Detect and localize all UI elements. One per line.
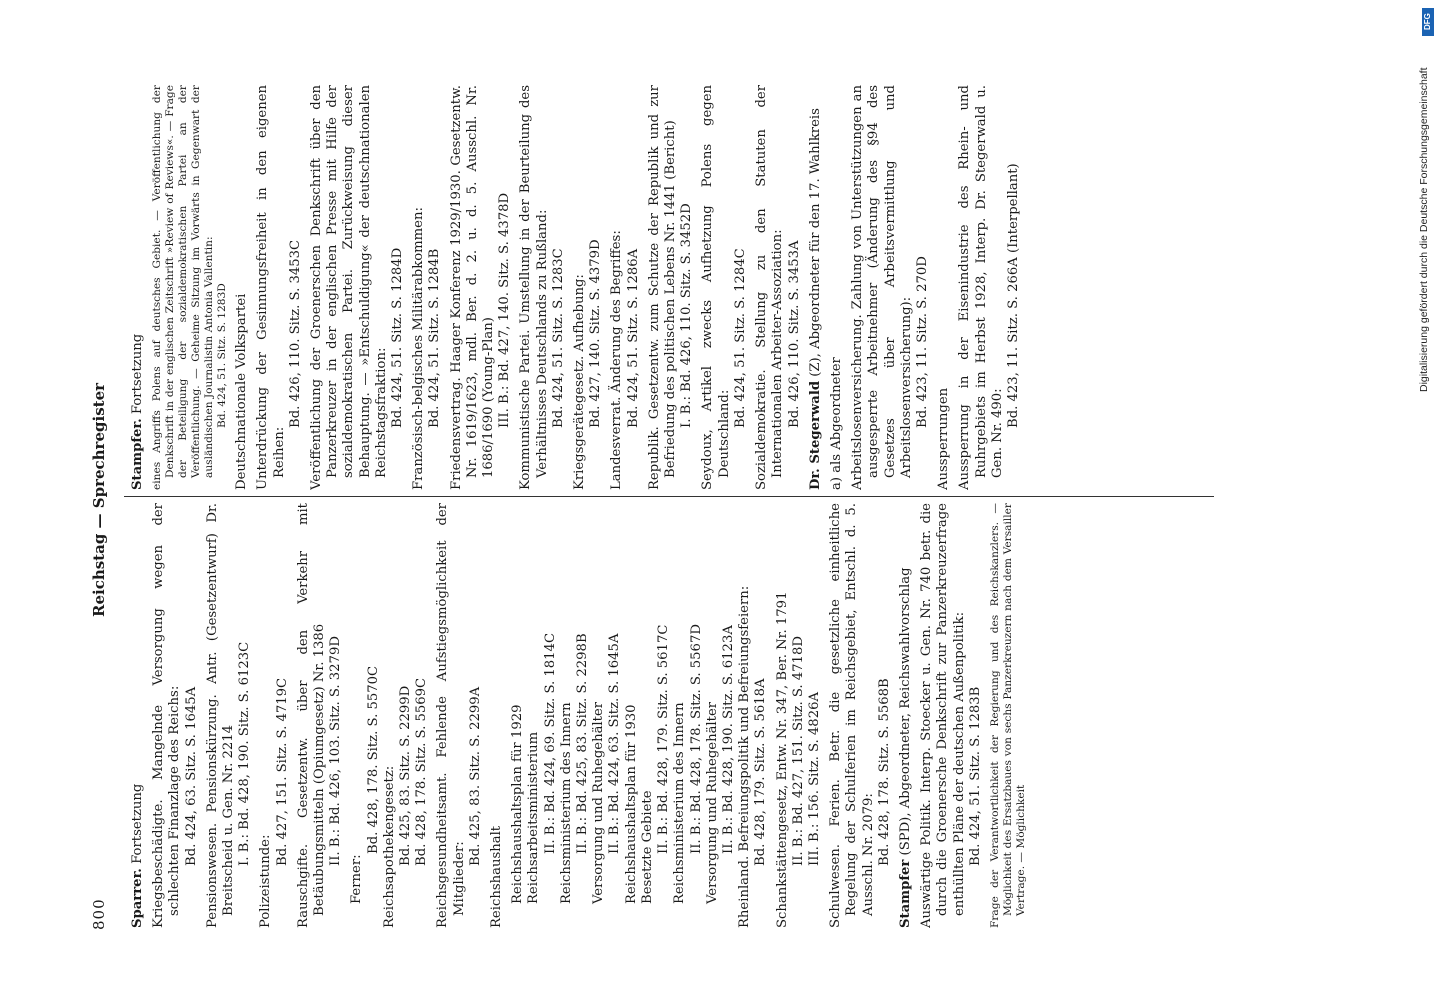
register-entry — [775, 503, 824, 928]
column-divider — [124, 496, 1214, 497]
register-entry — [234, 85, 250, 490]
register-entry — [989, 503, 1028, 928]
entry-reference: Bd. 424, 51. Sitz. S. 1284C — [732, 248, 748, 428]
register-entry — [205, 503, 254, 928]
running-head: Reichstag — Sprechregister — [90, 382, 108, 618]
entry-reference: II. B.: Bd. 424, 63. Sitz. S. 1645A — [607, 633, 623, 854]
entry-text: Seydoux, Artikel zwecks Aufhetzung Polens gegen Deutschland: — [700, 85, 732, 490]
entry-reference: Bd. 426, 110. Sitz. S. 3453C — [287, 239, 303, 428]
entry-text: Reichshaushaltsplan für 1930 — [623, 704, 639, 904]
register-entry — [296, 503, 345, 928]
digitization-note — [1418, 20, 1432, 1000]
register-entry — [411, 85, 443, 490]
entry-text: Französisch-belgisches Militärabkommen: — [411, 207, 427, 490]
entry-text: Arbeitslosenversicherung. Zahlung von Unterstützungen an ausgesperrte Arbeitnehmer (Änderung des §94 des Gesetzes über Arbeitsvermittlung und Arbeitslosenversicherung): — [850, 85, 914, 490]
speaker-name: Stampfer — [897, 859, 913, 928]
speaker-description: (SPD), Abgeordneter, Reichswahlvorschlag — [897, 567, 913, 860]
entry-reference: II. B.: Bd. 424, 69. Sitz. S. 1814C — [542, 632, 558, 854]
register-entry — [828, 503, 893, 928]
entry-text: a) als Abgeordneter — [828, 357, 844, 490]
entry-text: Versorgung und Ruhegehälter — [704, 701, 720, 904]
left-column — [130, 503, 1215, 928]
entry-reference: Bd. 428, 178. Sitz. S. 5568B — [876, 678, 892, 866]
entry-text: Unterdrückung der Gesinnungsfreiheit in den eigenen Reihen: — [255, 85, 287, 490]
register-entry — [700, 85, 749, 490]
entry-text: Auswärtige Politik. Interp. Stoecker u. Gen. Nr. 740 betr. die durch die Groenersche Denkschrift zur Panzerkreuzerfrage enthüllten Pläne der deutschen Außenpolitik: — [919, 503, 967, 928]
entry-text: Rheinland. Befreiungspolitik und Befreiungsfeiern: — [737, 585, 753, 928]
speaker-description: Fortsetzung — [130, 783, 145, 869]
register-subentry — [672, 503, 704, 928]
entry-text: Reichsapothekengesetz: — [381, 765, 397, 928]
entry-text: Versorgung und Ruhegehälter — [591, 701, 607, 904]
register-subentry — [705, 503, 737, 928]
register-entry — [609, 85, 641, 490]
entry-reference: Bd. 424, 51. Sitz. S. 1283B — [967, 686, 983, 866]
register-speaker-entry — [808, 85, 824, 490]
entry-reference: Bd. 424, 51. Sitz. S. 1284D — [390, 247, 406, 428]
entry-reference: II. B.: Bd. 428, 179. Sitz. S. 5617C — [656, 624, 672, 854]
entry-text: Schankstättengesetz, Entw. Nr. 347, Ber. Nr. 1791 — [774, 591, 790, 928]
entry-text: Aussperrungen — [936, 387, 952, 490]
entry-text: Pensionswesen. Pensionskürzung. Antr. (Gesetzentwurf) Dr. Breitscheid u. Gen. Nr. 2214 — [204, 503, 237, 928]
speaker-description: Fortsetzung — [130, 333, 145, 419]
entry-reference: Bd. 427, 151. Sitz. S. 4719C — [274, 677, 290, 866]
entry-reference: Bd. 425, 83. Sitz. S. 2299A — [467, 686, 483, 866]
register-speaker-entry — [130, 85, 146, 490]
entry-reference: Bd. 424, 63. Sitz. S. 1645A — [183, 686, 199, 866]
register-entry — [449, 85, 514, 490]
entry-reference: Bd. 427, 140. Sitz. S. 4379D — [588, 239, 604, 428]
register-subentry — [559, 503, 591, 928]
register-subentry — [591, 503, 623, 928]
register-subentry — [349, 503, 381, 928]
speaker-name: Sparrer. — [130, 868, 145, 928]
register-entry — [258, 503, 290, 928]
register-entry — [936, 85, 952, 490]
page-number: 800 — [90, 898, 108, 930]
register-entry — [382, 503, 431, 928]
entry-text: Landesverrat. Änderung des Begriffes: — [609, 230, 625, 490]
register-entry — [572, 85, 604, 490]
entry-reference: Bd. 428, 178. Sitz. S. 5569C — [414, 677, 430, 866]
register-entry — [151, 85, 229, 490]
speaker-description: (Z), Abgeordneter für den 17. Wahlkreis — [807, 108, 823, 381]
rotated-page — [90, 0, 1220, 1000]
register-entry — [151, 503, 200, 928]
entry-reference: Bd. 424, 51. Sitz. S. 1283C — [550, 248, 566, 428]
entry-reference: Bd. 428, 179. Sitz. S. 5618A — [753, 678, 769, 866]
register-subentry — [510, 503, 526, 928]
register-speaker-entry — [898, 503, 914, 928]
entry-text: Reichsministerium des Innern — [672, 702, 688, 904]
entry-text: eines Angriffs Polens auf deutsches Gebiet. — Veröffentlichung der Denkschrift in der englischen Zeitschrift »Review of Reviews«. — Frage der Beteiligung der sozialdemokratischen Partei an der Veröffentlichung. — Geheime Sitzung im Vorwärts in Gegenwart der ausländischen Journalistin Antonia Vallentin: — [151, 85, 216, 490]
entry-text: Friedensvertrag. Haager Konferenz 1929/1930. Gesetzentw. Nr. 1619/1623, mdl. Ber. d. 2. u. d. 5. Ausschl. Nr. 1686/1690 (Young-Plan) — [448, 85, 497, 490]
register-entry — [957, 85, 1022, 490]
entry-reference: III. B.: 156. Sitz. S. 4826A — [806, 692, 822, 866]
digitization-note-text: Digitalisierung gefördert durch die Deutsche Forschungsgemeinschaft — [1418, 67, 1430, 392]
entry-text: Reichsgesundheitsamt. Fehlende Aufstiegsmöglichkeit der Mitglieder: — [435, 503, 467, 928]
entry-text: Reichshaushalt — [489, 825, 505, 928]
entry-reference: I. B.: Bd. 426, 110. Sitz. S. 3452D — [679, 203, 695, 428]
right-column — [130, 85, 1215, 490]
entry-reference: Bd. 425, 83. Sitz. S. 2299D — [398, 685, 414, 866]
register-entry — [255, 85, 304, 490]
entry-text: Republik. Gesetzentw. zum Schutze der Republik und zur Befriedung des politischen Lebens Nr. 1441 (Bericht) — [646, 85, 679, 490]
entry-reference: Bd. 424, 51. Sitz. S. 1283D — [216, 283, 229, 428]
entry-text: Polizeistunde: — [258, 834, 274, 928]
entry-reference: Bd. 423, 11. Sitz. S. 266A (Interpellant) — [1005, 163, 1021, 428]
entry-reference: II. B.: Bd. 426, 103. Sitz. S. 3279D — [328, 636, 344, 866]
register-subentry — [526, 503, 558, 928]
entry-reference: I. B.: Bd. 428, 190. Sitz. S. 6123C — [237, 641, 253, 866]
entry-text: Frage der Verantwortlichkeit der Regierung und des Reichskanzlers. — Möglichkeit des Ersatzbaues von sechs Panzerkreuzern nach dem Versailler Vertrage. — Möglichkeit — [988, 503, 1027, 928]
entry-text: Sozialdemokratie. Stellung zu den Statuten der Internationalen Arbeiter-Assoziation: — [754, 85, 786, 490]
entry-text: Ferner: — [349, 854, 365, 904]
entry-text: Schulwesen. Ferien. Betr. die gesetzliche einheitliche Regelung der Schulferien im Reichsgebiet, Entschl. d. 5. Ausschl. Nr. 2079: — [828, 503, 876, 928]
entry-text: Aussperrung in der Eisenindustrie des Rhein- und Ruhrgebiets im Herbst 1928, Interp. Dr. Stegerwald u. Gen. Nr. 490: — [957, 85, 1005, 490]
entry-reference: Bd. 428, 178. Sitz. S. 5570C — [365, 665, 381, 854]
entry-text: Kommunistische Partei. Umstellung in der Beurteilung des Verhältnisses Deutschlands zu Rußland: — [518, 85, 550, 490]
entry-text: Kriegsgerätegesetz. Aufhebung: — [572, 274, 588, 490]
register-entry — [737, 503, 769, 928]
entry-text: Rauschgifte. Gesetzentw. über den Verkehr mit Betäubungsmitteln (Opiumgesetz) Nr. 1386 — [295, 503, 328, 928]
register-entry — [829, 85, 845, 490]
entry-reference: II. B.: Bd. 425, 83. Sitz. S. 2298B — [575, 633, 591, 854]
entry-text: Reichsministerium des Innern — [558, 702, 574, 904]
entry-reference: II. B.: Bd. 428, 190. Sitz. S. 6123A — [720, 625, 736, 854]
register-entry — [435, 503, 484, 928]
register-entry — [919, 503, 984, 928]
register-entry — [518, 85, 567, 490]
entry-text: Reichsarbeitsministerium — [526, 731, 542, 904]
speaker-name: Dr. Stegerwald — [807, 380, 823, 490]
register-entry — [309, 85, 406, 490]
entry-text: Deutschnationale Volkspartei — [234, 293, 250, 490]
register-entry — [754, 85, 803, 490]
entry-reference: III. B.: Bd. 427, 140. Sitz. S. 4378D — [497, 192, 513, 428]
entry-text: Veröffentlichung der Groenerschen Denkschrift über den Panzerkreuzer in der englischen Presse mit Hilfe der sozialdemokratischen Partei. Zurückweisung dieser Behauptung. — »Entschuldigung« der deutschnationalen Reichstagsfraktion: — [309, 85, 389, 490]
entry-text: Reichshaushaltsplan für 1929 — [510, 704, 526, 904]
register-entry — [647, 85, 696, 490]
entry-reference: II. B.: Bd. 427, 151. Sitz. S. 4718D — [790, 636, 806, 866]
entry-reference: Bd. 426, 110. Sitz. S. 3453A — [786, 240, 802, 428]
entry-reference: II. B.: Bd. 428, 178. Sitz. S. 5567D — [688, 624, 704, 854]
entry-reference: Bd. 424, 51. Sitz. S. 1286A — [625, 248, 641, 428]
register-entry — [489, 503, 505, 928]
register-speaker-entry — [130, 503, 146, 928]
register-subentry — [640, 503, 672, 928]
entry-reference: Bd. 424, 51. Sitz. S. 1284B — [427, 248, 443, 428]
register-entry — [850, 85, 931, 490]
entry-reference: Bd. 423, 11. Sitz. S. 270D — [914, 256, 930, 428]
speaker-name: Stampfer. — [130, 418, 145, 490]
dfg-logo: DFG — [1422, 8, 1434, 36]
register-subentry — [624, 503, 640, 928]
entry-text: Kriegsbeschädigte. Mangelnde Versorgung wegen der schlechten Finanzlage des Reichs: — [151, 503, 183, 928]
entry-text: Besetzte Gebiete — [639, 790, 655, 904]
